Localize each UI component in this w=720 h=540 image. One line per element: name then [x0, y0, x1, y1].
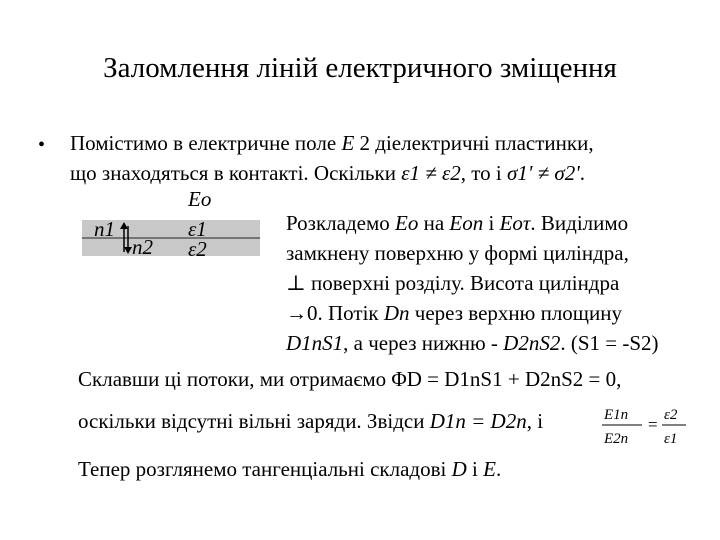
diagram-label-n1: n1 [94, 217, 115, 241]
right-line-2: замкнену поверхню у формі циліндра, [286, 241, 629, 265]
text-segment: . [495, 457, 502, 481]
epsilon-inequality: ε1 ≠ ε2 [401, 161, 461, 185]
text-segment: , то і [460, 161, 502, 185]
rhs-numerator: ε2 [664, 407, 678, 423]
text-segment: Розкладемо [286, 211, 390, 235]
flux-formula: ΦD = D1nS1 + D2nS2 = 0, [391, 367, 622, 391]
symbol-E0: Eo [395, 211, 419, 235]
text-segment: через верхню площину [414, 301, 622, 325]
diagram-label-n2: n2 [132, 235, 153, 259]
symbol-Eon: Eоn [449, 211, 484, 235]
text-segment: , і [526, 409, 544, 433]
text-segment: і [488, 211, 495, 235]
right-line-3: ⊥ поверхні розділу. Висота циліндра [286, 271, 620, 295]
text-segment: і [472, 457, 478, 481]
text-segment: Склавши ці потоки, ми отримаємо [78, 367, 387, 391]
lhs-denominator: E2n [604, 431, 629, 447]
field-symbol-E: E [341, 131, 355, 155]
symbol-D2nS2: D2nS2 [503, 331, 561, 355]
free-charge-line [78, 408, 543, 434]
symbol-Eot: Eоτ [499, 211, 531, 235]
text-segment: . Виділимо [530, 211, 629, 235]
sigma-inequality: σ1' ≠ σ2' [507, 161, 580, 185]
text-segment: . [579, 161, 586, 185]
paragraph-1-line-2 [70, 160, 585, 186]
text-segment: →0. Потік [286, 301, 379, 325]
equality-formula: D1n = D2n [429, 409, 527, 433]
symbol-E: E [483, 457, 496, 481]
text-segment: Тепер розглянемо тангенціальні складові [78, 457, 447, 481]
fraction-svg [600, 400, 690, 450]
text-segment: Помістимо в електричне поле [70, 131, 337, 155]
paragraph-1-line-1 [70, 130, 594, 156]
diagram-label-eps1: ε1 [188, 217, 207, 241]
symbol-Dn: Dn [383, 301, 410, 325]
diagram-label-E0: Eo [188, 187, 212, 211]
text-segment: , а через нижню - [343, 331, 498, 355]
right-line-5 [286, 330, 659, 356]
text-segment: 2 діелектричні пластинки, [359, 131, 594, 155]
diagram-label-eps2: ε2 [188, 237, 207, 261]
symbol-D: D [451, 457, 467, 481]
right-line-1 [286, 210, 628, 236]
refraction-ratio-formula [600, 400, 690, 450]
text-segment: на [423, 211, 445, 235]
bullet-marker: • [38, 134, 46, 156]
sum-line [78, 366, 621, 392]
text-segment: . (S1 = -S2) [560, 331, 659, 355]
equals-sign: = [648, 415, 658, 434]
text-segment: що знаходяться в контакті. Оскільки [70, 161, 396, 185]
lhs-numerator: E1n [604, 407, 629, 423]
rhs-denominator: ε1 [664, 431, 678, 447]
symbol-D1nS1: D1nS1 [286, 331, 344, 355]
right-line-4 [286, 300, 622, 326]
slide-title: Заломлення ліній електричного зміщення [103, 52, 617, 84]
text-segment: оскільки відсутні вільні заряди. Звідси [78, 409, 425, 433]
tangential-line [78, 456, 501, 482]
